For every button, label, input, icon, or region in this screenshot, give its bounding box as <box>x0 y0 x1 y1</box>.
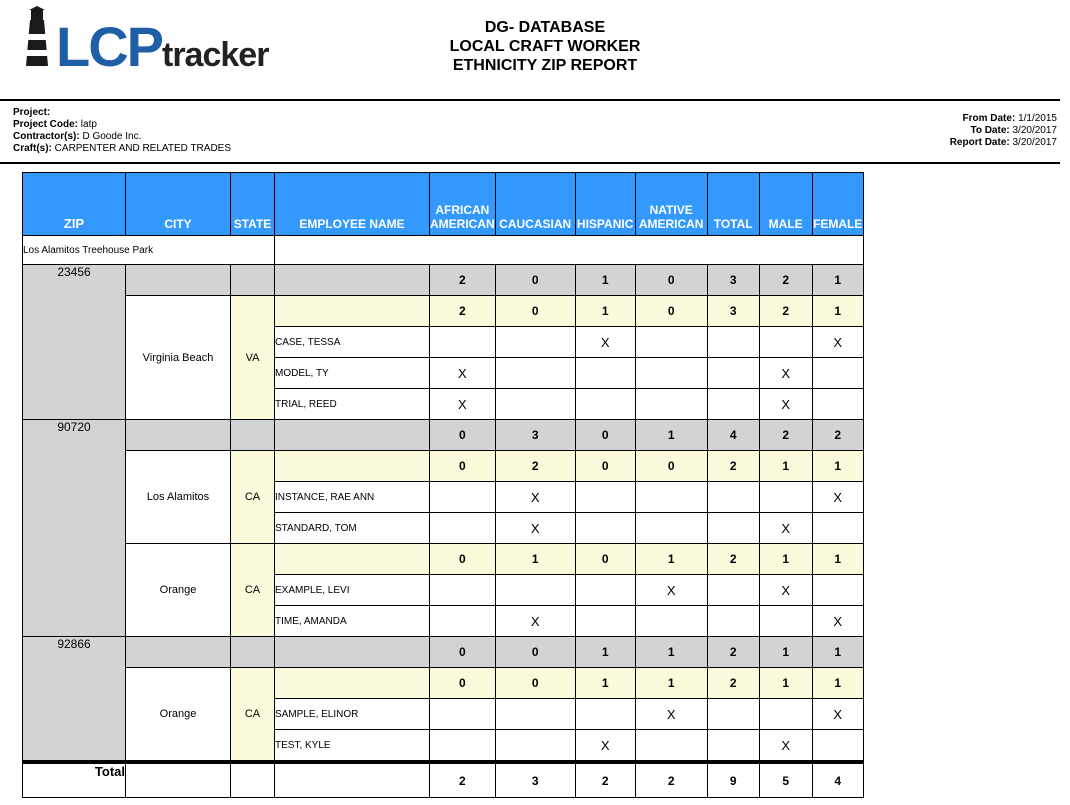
logo-tracker-text: tracker <box>162 36 269 74</box>
employee-mark <box>635 389 707 420</box>
col-header-city: CITY <box>126 173 231 236</box>
date-info <box>950 113 1057 149</box>
state-code: CA <box>231 544 275 637</box>
grand-total-value: 9 <box>707 762 759 798</box>
city-total-value: 0 <box>635 451 707 482</box>
city-summary-row <box>23 668 864 699</box>
employee-mark: X <box>812 699 863 730</box>
city-total-value: 0 <box>430 451 496 482</box>
employee-mark <box>635 327 707 358</box>
employee-mark <box>430 730 496 763</box>
col-header-female: FEMALE <box>812 173 863 236</box>
grand-total-row <box>23 762 864 798</box>
city-name: Orange <box>126 544 231 637</box>
project-info <box>13 107 231 155</box>
city-summary-row <box>23 451 864 482</box>
employee-name: MODEL, TY <box>275 358 430 389</box>
employee-mark <box>495 699 575 730</box>
grand-total-value: 2 <box>635 762 707 798</box>
contractor-value: D Goode Inc. <box>82 131 142 142</box>
city-name-blank <box>275 668 430 699</box>
city-total-value: 0 <box>430 544 496 575</box>
city-total-value: 0 <box>495 296 575 327</box>
zip-total-value: 0 <box>635 265 707 296</box>
employee-mark <box>575 575 635 606</box>
city-total-value: 1 <box>759 544 812 575</box>
employee-mark <box>495 389 575 420</box>
to-date-label: To Date: <box>970 125 1010 136</box>
report-title <box>380 18 710 75</box>
employee-mark: X <box>759 389 812 420</box>
state-code: VA <box>231 296 275 420</box>
city-total-value: 1 <box>495 544 575 575</box>
employee-mark <box>812 389 863 420</box>
employee-mark: X <box>495 482 575 513</box>
employee-name: SAMPLE, ELINOR <box>275 699 430 730</box>
employee-name: CASE, TESSA <box>275 327 430 358</box>
city-summary-row <box>23 544 864 575</box>
employee-mark <box>430 482 496 513</box>
employee-name: TRIAL, REED <box>275 389 430 420</box>
col-header-hispanic: HISPANIC <box>575 173 635 236</box>
city-total-value: 0 <box>635 296 707 327</box>
employee-mark <box>635 513 707 544</box>
col-header-employee-name: EMPLOYEE NAME <box>275 173 430 236</box>
location-name: Los Alamitos Treehouse Park <box>23 236 275 265</box>
craft-value: CARPENTER AND RELATED TRADES <box>54 143 232 154</box>
zip-total-value: 4 <box>707 420 759 451</box>
zip-total-value: 2 <box>430 265 496 296</box>
employee-mark: X <box>812 482 863 513</box>
title-line-2: LOCAL CRAFT WORKER <box>449 38 641 55</box>
total-state-blank <box>231 762 275 798</box>
city-name-blank <box>275 544 430 575</box>
employee-mark <box>430 575 496 606</box>
employee-mark: X <box>430 389 496 420</box>
header-divider <box>0 99 1060 101</box>
zip-total-value: 1 <box>812 637 863 668</box>
employee-mark: X <box>759 358 812 389</box>
project-code-label: Project Code: <box>13 119 79 130</box>
city-total-value: 0 <box>575 544 635 575</box>
zip-total-value: 1 <box>635 637 707 668</box>
zip-name-blank <box>275 265 430 296</box>
city-total-value: 3 <box>707 296 759 327</box>
location-row <box>23 236 864 265</box>
zip-city-blank <box>126 265 231 296</box>
city-total-value: 0 <box>430 668 496 699</box>
employee-mark <box>430 513 496 544</box>
title-line-3: ETHNICITY ZIP REPORT <box>452 57 638 74</box>
employee-mark: X <box>495 513 575 544</box>
employee-mark <box>430 606 496 637</box>
employee-mark <box>495 730 575 763</box>
zip-total-value: 1 <box>575 265 635 296</box>
ethnicity-zip-table <box>22 172 864 798</box>
zip-total-value: 1 <box>759 637 812 668</box>
col-header-zip: ZIP <box>23 173 126 236</box>
logo-lcp-text: LCP <box>56 15 162 78</box>
project-code-value: latp <box>80 119 97 130</box>
location-blank <box>275 236 864 265</box>
city-name: Virginia Beach <box>126 296 231 420</box>
employee-mark: X <box>812 606 863 637</box>
employee-mark <box>707 327 759 358</box>
zip-name-blank <box>275 637 430 668</box>
employee-mark <box>495 358 575 389</box>
col-header-total: TOTAL <box>707 173 759 236</box>
to-date-value: 3/20/2017 <box>1012 125 1057 136</box>
zip-code: 92866 <box>23 637 126 763</box>
employee-mark: X <box>635 575 707 606</box>
employee-mark <box>635 358 707 389</box>
city-total-value: 1 <box>575 668 635 699</box>
employee-mark <box>812 513 863 544</box>
col-header-male: MALE <box>759 173 812 236</box>
employee-name: TEST, KYLE <box>275 730 430 763</box>
employee-mark: X <box>575 327 635 358</box>
zip-summary-row <box>23 265 864 296</box>
zip-total-value: 0 <box>495 265 575 296</box>
employee-mark <box>575 358 635 389</box>
zip-state-blank <box>231 265 275 296</box>
grand-total-value: 3 <box>495 762 575 798</box>
project-label: Project: <box>13 107 51 118</box>
lighthouse-icon <box>20 6 54 68</box>
employee-name: EXAMPLE, LEVI <box>275 575 430 606</box>
city-total-value: 1 <box>812 296 863 327</box>
zip-summary-row <box>23 637 864 668</box>
employee-mark <box>635 606 707 637</box>
contractor-label: Contractor(s): <box>13 131 80 142</box>
city-total-value: 1 <box>759 668 812 699</box>
zip-city-blank <box>126 637 231 668</box>
city-total-value: 1 <box>812 544 863 575</box>
city-total-value: 2 <box>707 668 759 699</box>
employee-mark <box>812 575 863 606</box>
zip-total-value: 2 <box>759 265 812 296</box>
info-divider <box>0 162 1060 164</box>
zip-city-blank <box>126 420 231 451</box>
city-name: Orange <box>126 668 231 763</box>
city-total-value: 1 <box>575 296 635 327</box>
zip-total-value: 2 <box>812 420 863 451</box>
employee-mark <box>495 575 575 606</box>
employee-mark <box>430 699 496 730</box>
craft-label: Craft(s): <box>13 143 52 154</box>
zip-state-blank <box>231 420 275 451</box>
employee-mark <box>707 606 759 637</box>
col-header-caucasian: CAUCASIAN <box>495 173 575 236</box>
zip-state-blank <box>231 637 275 668</box>
city-total-value: 1 <box>812 668 863 699</box>
employee-mark <box>707 358 759 389</box>
employee-mark: X <box>635 699 707 730</box>
employee-mark: X <box>759 513 812 544</box>
city-total-value: 2 <box>707 544 759 575</box>
col-header-african-american: AFRICAN AMERICAN <box>430 173 496 236</box>
employee-mark <box>575 389 635 420</box>
employee-mark <box>495 327 575 358</box>
col-header-native-american: NATIVE AMERICAN <box>635 173 707 236</box>
employee-mark <box>575 513 635 544</box>
grand-total-value: 2 <box>575 762 635 798</box>
employee-mark <box>707 389 759 420</box>
zip-name-blank <box>275 420 430 451</box>
zip-code: 90720 <box>23 420 126 637</box>
employee-mark: X <box>495 606 575 637</box>
title-line-1: DG- DATABASE <box>484 19 606 36</box>
zip-total-value: 1 <box>575 637 635 668</box>
zip-total-value: 0 <box>575 420 635 451</box>
employee-mark <box>759 482 812 513</box>
employee-mark <box>707 513 759 544</box>
employee-mark <box>635 482 707 513</box>
employee-mark <box>812 358 863 389</box>
employee-mark <box>430 327 496 358</box>
city-name-blank <box>275 296 430 327</box>
employee-mark <box>812 730 863 763</box>
grand-total-label: Total <box>23 762 126 798</box>
zip-total-value: 0 <box>495 637 575 668</box>
zip-total-value: 1 <box>812 265 863 296</box>
grand-total-value: 4 <box>812 762 863 798</box>
city-total-value: 2 <box>430 296 496 327</box>
zip-total-value: 0 <box>430 637 496 668</box>
employee-name: INSTANCE, RAE ANN <box>275 482 430 513</box>
city-total-value: 1 <box>812 451 863 482</box>
employee-mark: X <box>759 730 812 763</box>
employee-mark <box>707 482 759 513</box>
employee-mark: X <box>812 327 863 358</box>
zip-total-value: 1 <box>635 420 707 451</box>
employee-name: STANDARD, TOM <box>275 513 430 544</box>
zip-summary-row <box>23 420 864 451</box>
from-date-value: 1/1/2015 <box>1018 113 1057 124</box>
employee-mark: X <box>430 358 496 389</box>
employee-mark <box>635 730 707 763</box>
city-total-value: 2 <box>707 451 759 482</box>
grand-total-value: 5 <box>759 762 812 798</box>
zip-total-value: 3 <box>707 265 759 296</box>
zip-total-value: 2 <box>759 420 812 451</box>
employee-mark: X <box>759 575 812 606</box>
report-date-value: 3/20/2017 <box>1012 137 1057 148</box>
employee-mark <box>707 699 759 730</box>
table-header-row <box>23 173 864 236</box>
employee-mark <box>759 327 812 358</box>
city-total-value: 1 <box>635 668 707 699</box>
city-total-value: 2 <box>495 451 575 482</box>
city-name: Los Alamitos <box>126 451 231 544</box>
zip-code: 23456 <box>23 265 126 420</box>
total-name-blank <box>275 762 430 798</box>
employee-mark <box>759 699 812 730</box>
employee-mark <box>575 606 635 637</box>
col-header-state: STATE <box>231 173 275 236</box>
total-city-blank <box>126 762 231 798</box>
city-name-blank <box>275 451 430 482</box>
city-total-value: 0 <box>575 451 635 482</box>
employee-mark: X <box>575 730 635 763</box>
employee-mark <box>759 606 812 637</box>
city-summary-row <box>23 296 864 327</box>
state-code: CA <box>231 668 275 763</box>
grand-total-value: 2 <box>430 762 496 798</box>
from-date-label: From Date: <box>962 113 1016 124</box>
lcptracker-logo <box>20 6 269 78</box>
employee-mark <box>575 699 635 730</box>
city-total-value: 2 <box>759 296 812 327</box>
zip-total-value: 0 <box>430 420 496 451</box>
employee-mark <box>707 575 759 606</box>
zip-total-value: 3 <box>495 420 575 451</box>
employee-name: TIME, AMANDA <box>275 606 430 637</box>
employee-mark <box>575 482 635 513</box>
employee-mark <box>707 730 759 763</box>
report-date-label: Report Date: <box>949 137 1010 148</box>
city-total-value: 1 <box>759 451 812 482</box>
city-total-value: 1 <box>635 544 707 575</box>
city-total-value: 0 <box>495 668 575 699</box>
state-code: CA <box>231 451 275 544</box>
zip-total-value: 2 <box>707 637 759 668</box>
